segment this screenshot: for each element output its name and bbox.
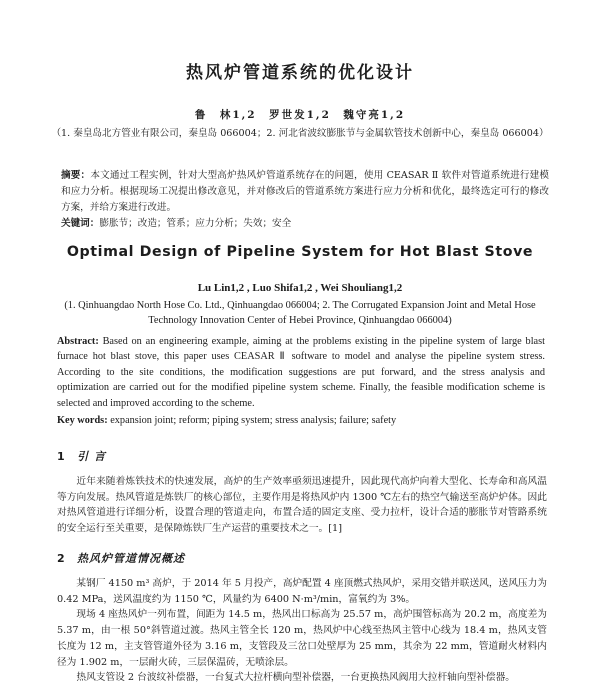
section-1-body	[57, 474, 547, 537]
section-1-number: 1	[57, 450, 65, 463]
section-1-heading	[57, 448, 111, 464]
affiliation-en: (1. Qinhuangdao North Hose Co. Ltd., Qinhuangdao 066004; 2. The Corrugated Expansion Joint and Metal Hose Technology Innovation Center of Hebei Province, Qinhuangdao 066004)	[64, 300, 536, 326]
keywords-cn-text: 膨胀节；改造；管系；应力分析；失效；安全	[99, 218, 292, 229]
keywords-en-label: Key words:	[57, 415, 108, 426]
abstract-en-label: Abstract:	[57, 336, 99, 347]
paper-title-en: Optimal Design of Pipeline System for Hot Blast Stove	[66, 244, 534, 260]
section-2-paragraph-3: 热风支管设 2 台波纹补偿器，一台复式大拉杆横向型补偿器，一台更换热风阀用大拉杆轴向型补偿器。	[76, 672, 515, 684]
section-2-paragraph-1: 某钢厂 4150 m³ 高炉，于 2014 年 5 月投产，高炉配置 4 座顶燃式热风炉，采用交错并联送风，送风压力为 0.42 MPa，送风温度约为 1150 ℃，风量约为 6400 N·m³/min，富氧约为 3%。	[57, 578, 547, 605]
abstract-cn	[61, 168, 549, 215]
section-2-heading	[57, 550, 185, 566]
paper-title-cn: 热风炉管道系统的优化设计	[186, 63, 414, 83]
affiliation-cn: （1. 秦皇岛北方管业有限公司，秦皇岛 066004；2. 河北省波纹膨胀节与金属软管技术创新中心，秦皇岛 066004）	[51, 128, 549, 139]
keywords-cn-label: 关键词：	[61, 218, 100, 229]
section-2-body	[57, 576, 547, 686]
authors-cn: 鲁 林1,2 罗世发1,2 魏守亮1,2	[194, 109, 406, 121]
abstract-cn-label: 摘要：	[61, 170, 91, 181]
abstract-en	[57, 334, 545, 411]
keywords-cn	[61, 216, 549, 232]
section-1-paragraph: 近年来随着炼铁技术的快速发展，高炉的生产效率亟须迅速提升，因此现代高炉向着大型化、长寿命和高风温等方向发展。热风管道是炼铁厂的核心部位，主要作用是将热风炉内 1300 ℃左右的热空气输送至高炉炉体。因此对热风管道进行详细分析，设置合理的管道走向，布置合适的固定支座、受力拉杆，设计合适的膨胀节对管路系统的安全运行至关重要，是保障炼铁厂生产运营的重要技术之一。[1]	[57, 476, 547, 535]
section-2-paragraph-2: 现场 4 座热风炉一列布置，间距为 14.5 m，热风出口标高为 25.57 m，高炉围管标高为 20.2 m，高度差为 5.37 m，由一根 50°斜管道过渡。热风主管全长 120 m，热风炉中心线至热风主管中心线为 18.4 m，热风支管长度为 12 m，主支管管道外径为 3.16 m，支管段及三岔口处壁厚为 25 mm，其余为 22 mm，管道耐火材料内径为 1.902 m，一层耐火砖，三层保温砖，无喷涂层。	[57, 609, 547, 668]
authors-en: Lu Lin1,2 , Luo Shifa1,2 , Wei Shouliang1,2	[197, 282, 403, 294]
section-2-number: 2	[57, 552, 65, 565]
keywords-en	[57, 413, 545, 429]
keywords-en-text: expansion joint; reform; piping system; stress analysis; failure; safety	[110, 415, 397, 426]
section-1-title: 引言	[77, 450, 111, 463]
abstract-cn-text: 本文通过工程实例，针对大型高炉热风炉管道系统存在的问题，使用 CEASAR Ⅱ 软件对管道系统进行建模和应力分析。根据现场工况提出修改意见，并对修改后的管道系统方案进行应力分析和优化，最终选定可行的修改方案，并给方案进行改进。	[61, 170, 550, 213]
abstract-en-text: Based on an engineering example, aiming at the problems existing in the pipeline system of large blast furnace hot blast stove, this paper uses CEASAR Ⅱ software to model and analyse the pipeline system stress. According to the site conditions, the modification suggestions are put forward, and the stress analysis and optimization are carried out for the modified pipeline system scheme. Finally, the feasible modification scheme is selected and improved according to the scheme.	[57, 336, 545, 409]
section-2-title: 热风炉管道情况概述	[77, 552, 185, 565]
